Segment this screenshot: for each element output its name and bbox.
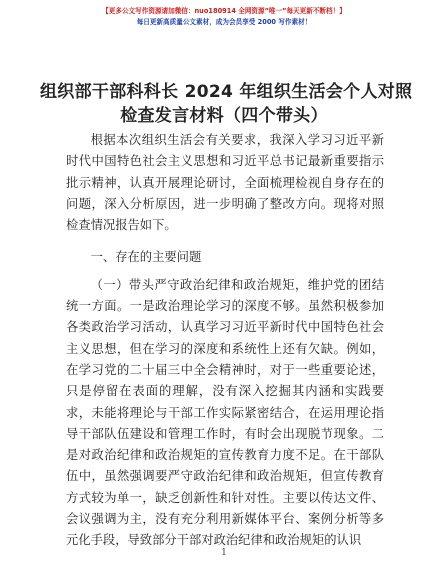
document-title-line-1: 组织部干部科科长 2024 年组织生活会个人对照: [40, 82, 413, 102]
promo-banner-line-1: 【更多公文写作资源请加微信：nuo180914 全网资源”唯一”每天更新不断档！】: [102, 7, 346, 15]
promo-banner-line-2: 每日更新高质量公文素材，成为会员享受 2000 写作素材！: [136, 18, 312, 26]
page-number: 1: [221, 548, 227, 558]
document-title-line-2: 检查发言材料（四个带头）: [120, 106, 328, 126]
document-body: [66, 130, 384, 552]
section-heading: 一、存在的主要问题: [90, 250, 202, 265]
promo-banner: [0, 6, 448, 28]
subsection-paragraph: （一）带头严守政治纪律和政治规矩，维护党的团结统一方面。一是政治理论学习的深度不够。虽然积极参加各类政治学习活动，认真学习习近平新时代中国特色社会主义思想，但在学习的深度和系统性上还有欠缺。例如，在学习党的二十届三中全会精神时，对于一些重要论述，只是停留在表面的理解，没有深入挖掘其内涵和实践要求，未能将理论与干部工作实际紧密结合，在运用理论指导干部队伍建设和管理工作时，有时会出现脱节现象。二是对政治纪律和政治规矩的宣传教育力度不足。在干部队伍中，虽然强调要严守政治纪律和政治规矩，但宣传教育方式较为单一，缺乏创新性和针对性。主要以传达文件、会议强调为主，没有充分利用新媒体平台、案例分析等多元化手段，导致部分干部对政治纪律和政治规矩的认识: [66, 277, 384, 548]
intro-paragraph: 根据本次组织生活会有关要求，我深入学习习近平新时代中国特色社会主义思想和习近平总书记最新重要指示批示精神，认真开展理论研讨，全面梳理检视自身存在的问题，深入分析原因，进一步明确了整改方向。现将对照检查情况报告如下。: [66, 133, 384, 233]
document-title: [40, 80, 413, 128]
